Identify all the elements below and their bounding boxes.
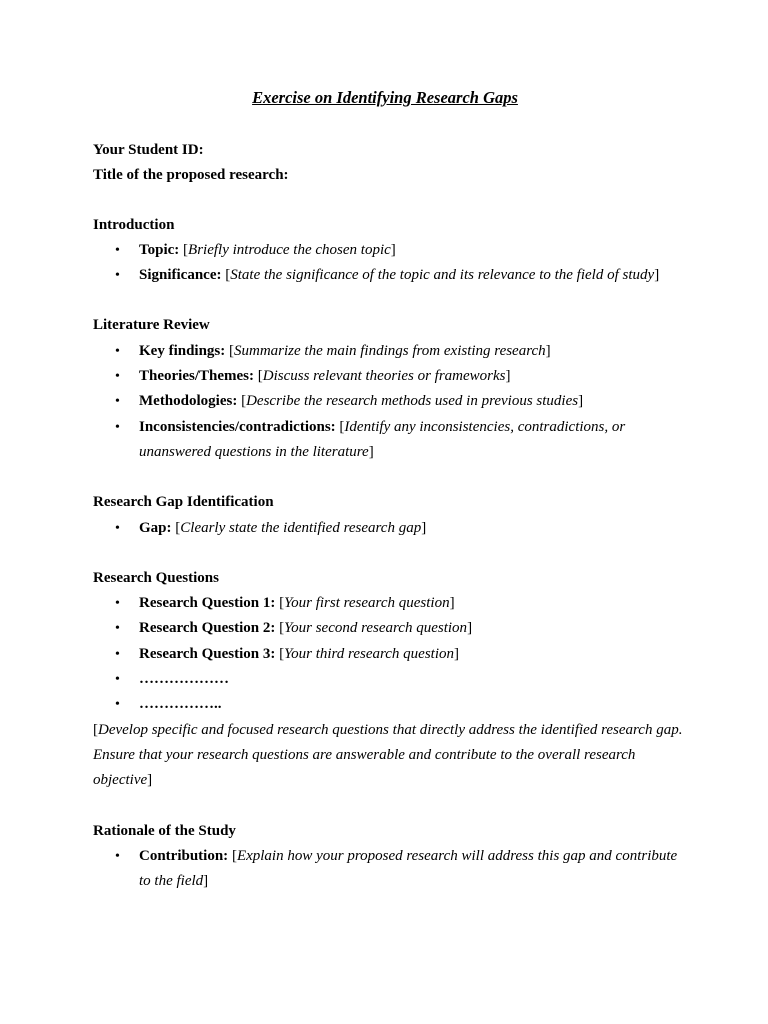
item-label: Theories/Themes: — [139, 368, 254, 385]
document-sections — [93, 213, 683, 895]
list-item: • Key findings: [Summarize the main findings from existing research] — [93, 339, 683, 364]
section-heading: Research Gap Identification — [93, 494, 274, 511]
bullet-icon: • — [115, 672, 120, 688]
list-item — [93, 692, 683, 717]
bullet-icon: • — [115, 621, 120, 637]
item-description: Describe the research methods used in previous studies — [246, 393, 579, 410]
bullet-icon: • — [115, 419, 120, 435]
list-item: • Methodologies: [Describe the research methods used in previous studies] — [93, 389, 683, 414]
bullet-icon: • — [115, 369, 120, 385]
item-description: Discuss relevant theories or frameworks — [262, 368, 506, 385]
item-label: …………….. — [139, 696, 222, 713]
note-text: Develop specific and focused research questions that directly address the identified research gap. Ensure that your research questions are answerable and contribute to the overall research objective — [93, 721, 683, 789]
item-description: Summarize the main findings from existing research — [234, 342, 546, 359]
list-item: • Topic: [Briefly introduce the chosen topic] — [93, 238, 683, 263]
list-item: • Research Question 2: [Your second research question] — [93, 616, 683, 641]
section-note: [Develop specific and focused research questions that directly address the identified research gap. Ensure that your research questions are answerable and contribute to the overall research objective] — [93, 721, 683, 789]
bullet-list — [93, 238, 683, 289]
section-introduction — [93, 213, 683, 289]
list-item: • Inconsistencies/contradictions: [Identify any inconsistencies, contradictions, or unanswered questions in the literature] — [93, 415, 683, 466]
bullet-icon: • — [115, 520, 120, 536]
item-description: Identify any inconsistencies, contradictions, or unanswered questions in the literature — [139, 418, 626, 460]
bullet-icon: • — [115, 697, 120, 713]
section-rationale-of-the-study — [93, 819, 683, 895]
item-description: Your third research question — [284, 645, 455, 662]
item-description: Clearly state the identified research gap — [180, 519, 422, 536]
section-heading: Introduction — [93, 216, 175, 233]
list-item: • Contribution: [Explain how your proposed research will address this gap and contribute to the field] — [93, 844, 683, 895]
list-item: • Significance: [State the significance of the topic and its relevance to the field of study] — [93, 263, 683, 288]
item-label: Inconsistencies/contradictions: — [139, 418, 336, 435]
section-heading: Research Questions — [93, 569, 219, 586]
item-label: Gap: — [139, 519, 172, 536]
item-label: Research Question 1: — [139, 595, 276, 612]
item-description: State the significance of the topic and its relevance to the field of study — [230, 267, 655, 284]
item-label: Research Question 3: — [139, 645, 276, 662]
bullet-icon: • — [115, 343, 120, 359]
item-description: Explain how your proposed research will address this gap and contribute to the field — [139, 847, 678, 890]
item-label: ……………… — [139, 671, 229, 688]
item-description: Your first research question — [284, 595, 450, 612]
bullet-icon: • — [115, 848, 120, 864]
section-research-gap-identification — [93, 490, 683, 541]
section-heading: Rationale of the Study — [93, 822, 236, 839]
document-page — [93, 86, 683, 919]
bullet-list — [93, 339, 683, 465]
section-research-questions — [93, 566, 683, 794]
list-item: • Research Question 3: [Your third research question] — [93, 642, 683, 667]
bullet-list — [93, 844, 683, 895]
student-fields — [93, 138, 683, 189]
bullet-icon: • — [115, 242, 120, 258]
section-heading: Literature Review — [93, 317, 210, 334]
bullet-icon: • — [115, 268, 120, 284]
item-description: Your second research question — [284, 620, 468, 637]
list-item: • Gap: [Clearly state the identified research gap] — [93, 516, 683, 541]
bullet-icon: • — [115, 646, 120, 662]
bullet-icon: • — [115, 596, 120, 612]
item-label: Key findings: — [139, 342, 226, 359]
list-item — [93, 667, 683, 692]
bullet-list — [93, 516, 683, 541]
item-label: Methodologies: — [139, 393, 238, 410]
research-title-field: Title of the proposed research: — [93, 167, 289, 184]
list-item: • Theories/Themes: [Discuss relevant theories or frameworks] — [93, 364, 683, 389]
section-literature-review — [93, 313, 683, 465]
item-description: Briefly introduce the chosen topic — [188, 241, 391, 258]
item-label: Topic: — [139, 241, 180, 258]
item-label: Research Question 2: — [139, 620, 276, 637]
bullet-list — [93, 591, 683, 717]
student-id-field: Your Student ID: — [93, 142, 204, 158]
item-label: Contribution: — [139, 847, 229, 864]
item-label: Significance: — [139, 267, 222, 284]
document-title: Exercise on Identifying Research Gaps — [252, 88, 518, 107]
list-item: • Research Question 1: [Your first research question] — [93, 591, 683, 616]
bullet-icon: • — [115, 394, 120, 410]
